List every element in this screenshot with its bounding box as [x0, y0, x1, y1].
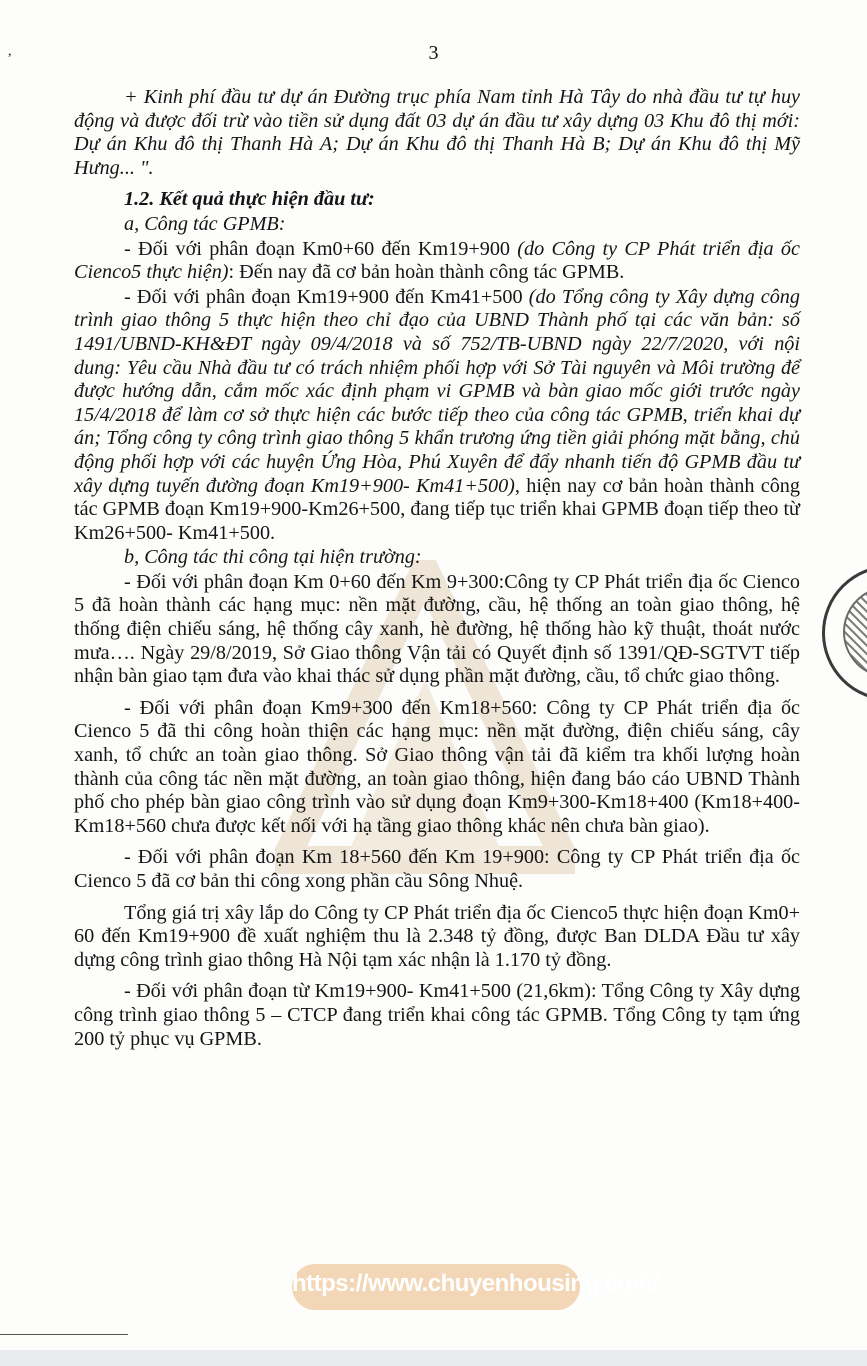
italic-run: (do Công ty CP Phát triển địa ốc Cienco5 thực hiện): [74, 237, 800, 284]
paragraph-construction-3: - Đối với phân đoạn Km 18+560 đến Km 19+900: Công ty CP Phát triển địa ốc Cienco 5 đã cơ bản thi công xong phần cầu Sông Nhuệ.: [74, 846, 800, 892]
seal-emblem: [843, 586, 867, 678]
heading-1-2: 1.2. Kết quả thực hiện đầu tư:: [124, 188, 375, 211]
paragraph-gpmb-2: [74, 286, 800, 546]
heading-a: a, Công tác GPMB:: [124, 212, 286, 235]
official-seal-icon: [822, 565, 867, 701]
paragraph-construction-2: - Đối với phân đoạn Km9+300 đến Km18+560: Công ty CP Phát triển địa ốc Cienco 5 đã thi công hoàn thiện các hạng mục: nền mặt đường, điện chiếu sáng, cây xanh, tổ chức an toàn giao thông. Sở Giao thông vận tải đã kiểm tra khối lượng hoàn thành của công tác nền mặt đường, an toàn giao thông, hiện đang báo cáo UBND Thành phố cho phép bàn giao công trình vào sử dụng đoạn Km9+300-Km18+400 (Km18+400-Km18+560 chưa được kết nối với hạ tầng giao thông khác nên chưa bàn giao).: [74, 696, 800, 837]
footnote-divider: [0, 1334, 128, 1335]
text-run: , hiện nay cơ bản hoàn thành công tác GPMB đoạn Km19+900-Km26+500, đang tiếp tục triển khai GPMB đoạn tiếp theo từ Km26+500- Km41+500.: [74, 474, 800, 544]
paragraph-construction-4: - Đối với phân đoạn từ Km19+900- Km41+500 (21,6km): Tổng Công ty Xây dựng công trình giao thông 5 – CTCP đang triển khai công tác GPMB. Tổng Công ty tạm ứng 200 tỷ phục vụ GPMB.: [74, 980, 800, 1050]
body-text: [74, 86, 800, 1052]
watermark-url: https://www.chuyenhousing.com/: [292, 1270, 659, 1297]
text-run: - Đối với phân đoạn Km19+900 đến Km41+500: [124, 285, 529, 308]
paragraph-gpmb-1: [74, 238, 800, 285]
scan-mark: ,: [8, 44, 12, 59]
page-number: 3: [428, 42, 439, 64]
text-run: : Đến nay đã cơ bản hoàn thành công tác GPMB.: [228, 261, 625, 284]
heading-b: b, Công tác thi công tại hiện trường:: [124, 546, 422, 569]
italic-run: (do Tổng công ty Xây dựng công trình giao thông 5 thực hiện theo chỉ đạo của UBND Thành phố tại các văn bản: số 1491/UBND-KH&ĐT ngày 09/4/2018 và số 752/TB-UBND ngày 22/7/2020, với nội dung: Yêu cầu Nhà đầu tư có trách nhiệm phối hợp với Sở Tài nguyên và Môi trường để được hướng dẫn, cắm mốc xác định phạm vi GPMB và bàn giao mốc giới trước ngày 15/4/2018 để làm cơ sở thực hiện các bước tiếp theo của công tác GPMB, triển khai dự án; Tổng công ty công trình giao thông 5 khẩn trương ứng tiền giải phóng mặt bằng, chủ động phối hợp với các huyện Ứng Hòa, Phú Xuyên để đẩy nhanh tiến độ GPMB đầu tư xây dựng tuyến đường đoạn Km19+900- Km41+500): [74, 285, 800, 497]
text-run: - Đối với phân đoạn Km0+60 đến Km19+900: [124, 237, 518, 260]
viewer-bottom-strip: [0, 1350, 867, 1366]
paragraph-funding: + Kinh phí đầu tư dự án Đường trục phía Nam tỉnh Hà Tây do nhà đầu tư tự huy động và được đối trừ vào tiền sử dụng đất 03 dự án đầu tư xây dựng 03 Khu đô thị mới: Dự án Khu đô thị Thanh Hà A; Dự án Khu đô thị Thanh Hà B; Dự án Khu đô thị Mỹ Hưng... ".: [74, 86, 800, 179]
paragraph-construction-1: - Đối với phân đoạn Km 0+60 đến Km 9+300:Công ty CP Phát triển địa ốc Cienco 5 đã hoàn thành các hạng mục: nền mặt đường, cầu, hệ thống an toàn giao thông, hệ thống điện chiếu sáng, hệ thống cây xanh, hè đường, hệ thống hào kỹ thuật, thoát nước mưa…. Ngày 29/8/2019, Sở Giao thông Vận tải có Quyết định số 1391/QĐ-SGTVT tiếp nhận bàn giao tạm đưa vào khai thác sử dụng phần mặt đường, cầu, tổ chức giao thông.: [74, 570, 800, 688]
paragraph-total-value: Tổng giá trị xây lắp do Công ty CP Phát triển địa ốc Cienco5 thực hiện đoạn Km0+ 60 đến Km19+900 đề xuất nghiệm thu là 2.348 tỷ đồng, được Ban DLDA Đầu tư xây dựng công trình giao thông Hà Nội tạm xác nhận là 1.170 tỷ đồng.: [74, 901, 800, 971]
